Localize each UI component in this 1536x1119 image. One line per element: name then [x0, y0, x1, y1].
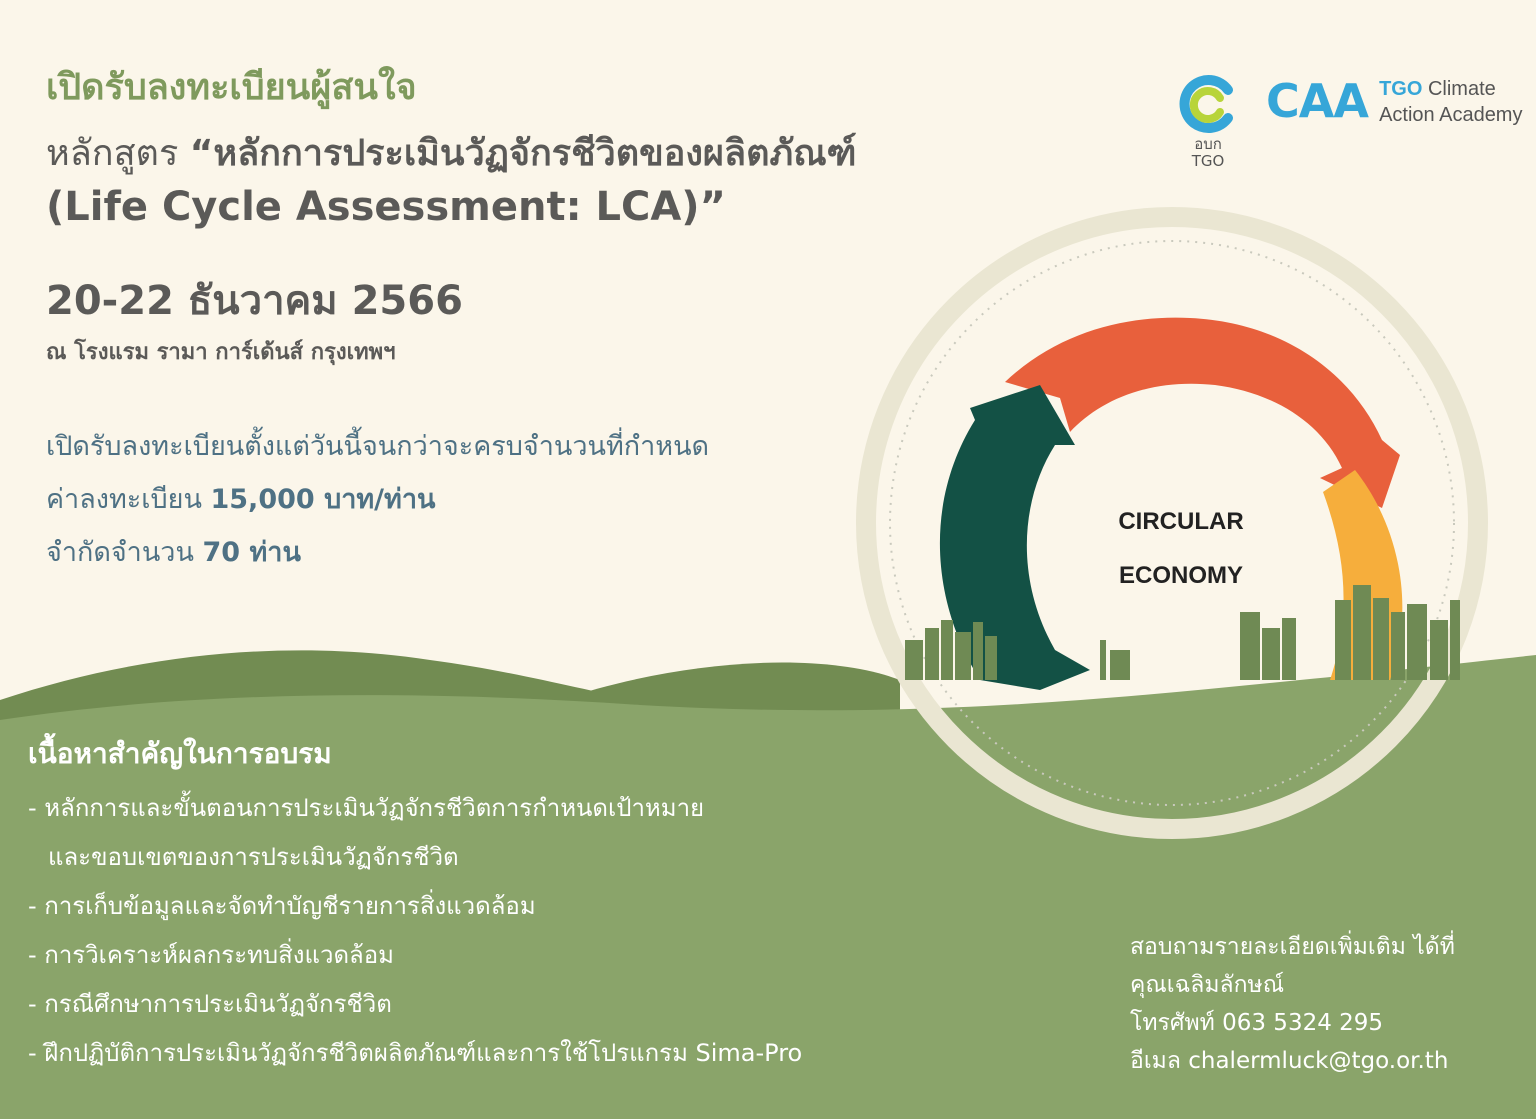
- caa-mark: CAA: [1266, 74, 1368, 128]
- contact-info: [1130, 928, 1455, 1080]
- fee-value: 15,000 บาท/ท่าน: [210, 484, 436, 515]
- caa-climate: Climate: [1422, 78, 1496, 100]
- tgo-logo-text-th: อบก: [1194, 135, 1222, 153]
- registration-open-text: เปิดรับลงทะเบียนตั้งแต่วันนี้จนกว่าจะครบจำนวนที่กำหนด: [46, 431, 710, 462]
- tgo-logo: [1176, 72, 1240, 176]
- course-title-th: “หลักการประเมินวัฏจักรชีวิตของผลิตภัณฑ์: [189, 133, 857, 174]
- contact-person: คุณเฉลิมลักษณ์: [1130, 972, 1285, 998]
- contact-email[interactable]: อีเมล chalermluck@tgo.or.th: [1130, 1048, 1449, 1074]
- registration-fee: [46, 473, 709, 526]
- topic-item: - การเก็บข้อมูลและจัดทำบัญชีรายการสิ่งแวดล้อม: [28, 892, 536, 920]
- training-topics: [28, 732, 802, 1078]
- arrow-red: [1005, 318, 1400, 508]
- caa-academy: Action Academy: [1379, 104, 1523, 126]
- limit-label: จำกัดจำนวน: [46, 537, 203, 568]
- caa-logo: [1266, 74, 1522, 128]
- circular-label-line1: CIRCULAR: [1118, 508, 1244, 535]
- caa-tgo: TGO: [1379, 78, 1423, 100]
- course-title-line: [46, 124, 856, 181]
- registration-limit: [46, 526, 709, 579]
- fee-label: ค่าลงทะเบียน: [46, 484, 211, 515]
- course-title-en: (Life Cycle Assessment: LCA)”: [46, 184, 726, 230]
- contact-phone[interactable]: โทรศัพท์ 063 5324 295: [1130, 1010, 1384, 1036]
- event-venue: ณ โรงแรม รามา การ์เด้นส์ กรุงเทพฯ: [46, 340, 396, 365]
- registration-headline: เปิดรับลงทะเบียนผู้สนใจ: [46, 67, 417, 108]
- limit-value: 70 ท่าน: [202, 537, 301, 568]
- tgo-logo-text-en: TGO: [1191, 152, 1225, 170]
- topic-item: - ฝึกปฏิบัติการประเมินวัฏจักรชีวิตผลิตภัณฑ์และการใช้โปรแกรม Sima-Pro: [28, 1039, 803, 1067]
- topics-title: เนื้อหาสำคัญในการอบรม: [28, 737, 332, 770]
- topic-item: - กรณีศึกษาการประเมินวัฏจักรชีวิต: [28, 990, 392, 1018]
- topic-item-continued: และขอบเขตของการประเมินวัฏจักรชีวิต: [48, 843, 459, 871]
- tgo-logo-text: [1176, 136, 1240, 170]
- caa-text: [1379, 76, 1522, 128]
- topic-item: - หลักการและขั้นตอนการประเมินวัฏจักรชีวิตการกำหนดเป้าหมาย: [28, 794, 705, 822]
- circular-label-line2: ECONOMY: [1118, 562, 1243, 589]
- event-date: 20-22 ธันวาคม 2566: [46, 278, 463, 324]
- topic-item: - การวิเคราะห์ผลกระทบสิ่งแวดล้อม: [28, 941, 394, 969]
- circular-economy-label: [1100, 495, 1262, 603]
- course-prefix: หลักสูตร: [46, 133, 190, 174]
- registration-info: [46, 420, 709, 579]
- tgo-c-icon: [1176, 72, 1240, 136]
- contact-intro: สอบถามรายละเอียดเพิ่มเติม ได้ที่: [1130, 934, 1455, 960]
